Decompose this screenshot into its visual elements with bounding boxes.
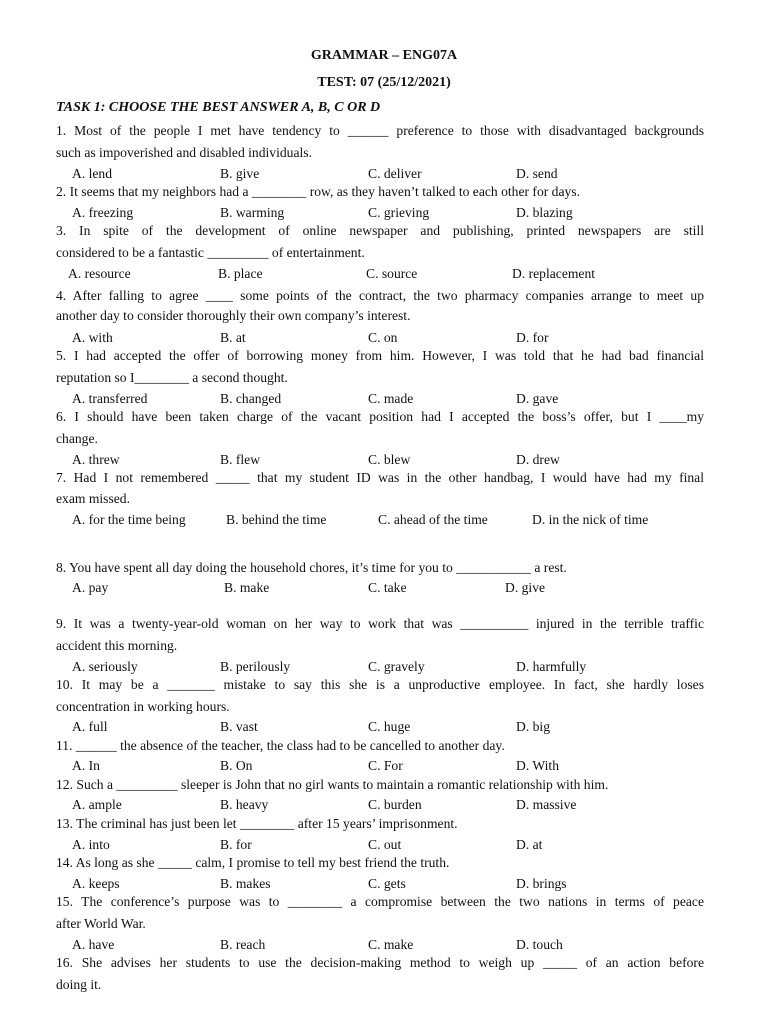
question-10-text-line: 10. It may be a _______ mistake to say this she is a unproductive employee. In fact, she hardly loses (56, 677, 704, 692)
question-15-text-line: after World War. (56, 916, 146, 931)
question-1-option-a: A. lend (72, 166, 113, 181)
question-9-text-line: 9. It was a twenty-year-old woman on her way to work that was __________ injured in the terrible traffic (56, 616, 704, 631)
question-9-option-c: C. gravely (368, 659, 425, 674)
question-1-text-line: 1. Most of the people I met have tendency to ______ preference to those with disadvantaged backgrounds (56, 123, 704, 138)
question-9-option-b: B. perilously (220, 659, 291, 674)
question-12-text-line: 12. Such a _________ sleeper is John that no girl wants to maintain a romantic relationship with him. (56, 777, 609, 792)
question-8-text-line: 8. You have spent all day doing the household chores, it’s time for you to ___________ a rest. (56, 560, 567, 575)
question-5-option-d: D. gave (516, 391, 559, 406)
question-4-text-line: 4. After falling to agree ____ some points of the contract, the two pharmacy companies arrange to meet up (56, 288, 704, 303)
question-11-option-b: B. On (220, 758, 253, 773)
question-4-option-a: A. with (72, 330, 113, 345)
question-3-text-line: 3. In spite of the development of online newspaper and publishing, printed newspapers are still (56, 223, 704, 238)
question-1-option-c: C. deliver (368, 166, 422, 181)
question-7-option-d: D. in the nick of time (532, 512, 649, 527)
question-12-option-a: A. ample (72, 797, 122, 812)
question-12-option-c: C. burden (368, 797, 422, 812)
task-heading: TASK 1: CHOOSE THE BEST ANSWER A, B, C OR D (56, 100, 381, 115)
question-14-text-line: 14. As long as she _____ calm, I promise to tell my best friend the truth. (56, 855, 450, 870)
question-8-option-d: D. give (505, 580, 546, 595)
question-7-text-line: 7. Had I not remembered _____ that my student ID was in the other handbag, I would have had my final (56, 470, 704, 485)
question-5-text-line: reputation so I________ a second thought. (56, 370, 288, 385)
question-2-option-b: B. warming (220, 205, 285, 220)
question-7-option-b: B. behind the time (226, 512, 327, 527)
question-7-option-c: C. ahead of the time (378, 512, 488, 527)
question-15-text-line: 15. The conference’s purpose was to ________ a compromise between the two nations in terms of peace (56, 894, 704, 909)
question-13-option-b: B. for (220, 837, 252, 852)
question-5-text-line: 5. I had accepted the offer of borrowing money from him. However, I was told that he had bad financial (56, 348, 704, 363)
question-10-text-line: concentration in working hours. (56, 699, 230, 714)
question-2-text-line: 2. It seems that my neighbors had a ________ row, as they haven’t talked to each other for days. (56, 184, 580, 199)
question-5-option-b: B. changed (220, 391, 282, 406)
question-3-text-line: considered to be a fantastic _________ of entertainment. (56, 245, 365, 260)
question-16-text-line: doing it. (56, 977, 102, 992)
question-8-option-b: B. make (224, 580, 270, 595)
question-7-text-line: exam missed. (56, 491, 130, 506)
question-14-option-a: A. keeps (72, 876, 120, 891)
document-title: GRAMMAR – ENG07A (310, 48, 458, 63)
question-9-option-d: D. harmfully (516, 659, 587, 674)
question-10-option-b: B. vast (220, 719, 258, 734)
question-15-option-c: C. make (368, 937, 414, 952)
question-7-option-a: A. for the time being (72, 512, 186, 527)
question-6-option-c: C. blew (368, 452, 411, 467)
question-1-option-b: B. give (220, 166, 260, 181)
question-6-option-a: A. threw (72, 452, 120, 467)
question-16-text-line: 16. She advises her students to use the decision-making method to weigh up _____ of an action before (56, 955, 704, 970)
question-4-option-d: D. for (516, 330, 549, 345)
question-1-option-d: D. send (516, 166, 558, 181)
question-5-option-c: C. made (368, 391, 414, 406)
question-1-text-line: such as impoverished and disabled individuals. (56, 145, 312, 160)
question-13-text-line: 13. The criminal has just been let ________ after 15 years’ imprisonment. (56, 816, 458, 831)
question-4-text-line: another day to consider thoroughly their own company’s interest. (56, 308, 411, 323)
question-8-option-a: A. pay (72, 580, 109, 595)
question-6-text-line: change. (56, 431, 98, 446)
question-3-option-b: B. place (218, 266, 263, 281)
question-15-option-b: B. reach (220, 937, 266, 952)
question-11-option-d: D. With (516, 758, 560, 773)
question-6-option-b: B. flew (220, 452, 261, 467)
test-label: TEST: 07 (25/12/2021) (317, 75, 451, 90)
question-4-option-b: B. at (220, 330, 246, 345)
question-5-option-a: A. transferred (72, 391, 148, 406)
question-10-option-d: D. big (516, 719, 550, 734)
question-13-option-a: A. into (72, 837, 110, 852)
question-3-option-c: C. source (366, 266, 418, 281)
question-3-option-a: A. resource (68, 266, 131, 281)
question-15-option-d: D. touch (516, 937, 563, 952)
question-12-option-b: B. heavy (220, 797, 269, 812)
question-2-option-c: C. grieving (368, 205, 430, 220)
question-10-option-c: C. huge (368, 719, 411, 734)
question-11-text-line: 11. ______ the absence of the teacher, the class had to be cancelled to another day. (56, 738, 505, 753)
question-6-text-line: 6. I should have been taken charge of the vacant position had I accepted the boss’s offer, but I ____my (56, 409, 704, 424)
question-14-option-b: B. makes (220, 876, 271, 891)
question-2-option-a: A. freezing (72, 205, 134, 220)
question-8-option-c: C. take (368, 580, 407, 595)
question-10-option-a: A. full (72, 719, 108, 734)
question-14-option-d: D. brings (516, 876, 567, 891)
question-9-text-line: accident this morning. (56, 638, 178, 653)
question-3-option-d: D. replacement (512, 266, 596, 281)
question-4-option-c: C. on (368, 330, 398, 345)
question-14-option-c: C. gets (368, 876, 406, 891)
question-12-option-d: D. massive (516, 797, 577, 812)
question-9-option-a: A. seriously (72, 659, 138, 674)
question-13-option-c: C. out (368, 837, 402, 852)
question-6-option-d: D. drew (516, 452, 560, 467)
question-13-option-d: D. at (516, 837, 543, 852)
question-15-option-a: A. have (72, 937, 115, 952)
question-11-option-c: C. For (368, 758, 403, 773)
question-2-option-d: D. blazing (516, 205, 573, 220)
question-11-option-a: A. In (72, 758, 100, 773)
